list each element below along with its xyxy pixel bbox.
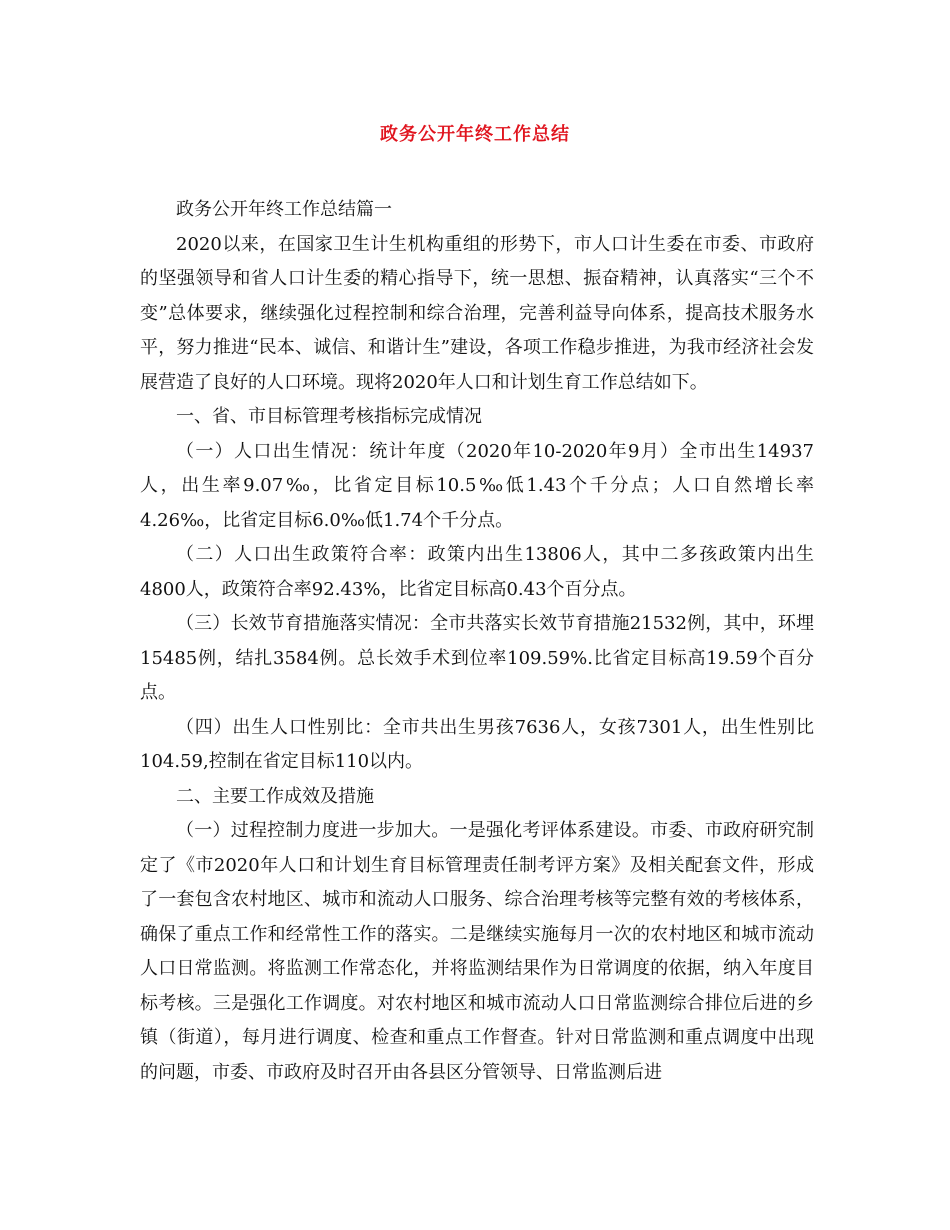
paragraph-process-control: （一）过程控制力度进一步加大。一是强化考评体系建设。市委、市政府研究制定了《市2020年人口和计划生育目标管理责任制考评方案》及相关配套文件，形成了一套包含农村地区、城市和流动人口服务、综合治理考核等完整有效的考核体系，确保了重点工作和经常性工作的落实。二是继续实施每月一次的农村地区和城市流动人口日常监测。将监测工作常态化，并将监测结果作为日常调度的依据，纳入年度目标考核。三是强化工作调度。对农村地区和城市流动人口日常监测综合排位后进的乡镇（街道），每月进行调度、检查和重点工作督查。针对日常监测和重点调度中出现的问题，市委、市政府及时召开由各县区分管领导、日常监测后进 [140,820,814,1083]
section-heading: 一、省、市目标管理考核指标完成情况 [176,406,482,427]
document-body [140,193,814,1090]
paragraph-sex-ratio: （四）出生人口性别比：全市共出生男孩7636人，女孩7301人，出生性别比104.59,控制在省定目标110以内。 [140,716,814,772]
section-heading: 政务公开年终工作总结篇一 [176,199,392,220]
paragraph-policy-compliance: （二）人口出生政策符合率：政策内出生13806人，其中二多孩政策内出生4800人，政策符合率92.43%，比省定目标高0.43个百分点。 [140,544,814,600]
paragraph-birth-status: （一）人口出生情况：统计年度（2020年10-2020年9月）全市出生14937人，出生率9.07‰，比省定目标10.5‰低1.43个千分点；人口自然增长率4.26‰，比省定目标6.0‰低1.74个千分点。 [140,440,814,531]
document-title: 政务公开年终工作总结 [380,124,570,145]
paragraph-contraception: （三）长效节育措施落实情况：全市共落实长效节育措施21532例，其中，环埋15485例，结扎3584例。总长效手术到位率109.59%.比省定目标高19.59个百分点。 [140,613,814,703]
section-heading: 二、主要工作成效及措施 [176,785,374,807]
paragraph-intro: 2020以来，在国家卫生计生机构重组的形势下，市人口计生委在市委、市政府的坚强领导和省人口计生委的精心指导下，统一思想、振奋精神，认真落实“三个不变”总体要求，继续强化过程控制和综合治理，完善利益导向体系，提高技术服务水平，努力推进“民本、诚信、和谐计生”建设，各项工作稳步推进，为我市经济社会发展营造了良好的人口环境。现将2020年人口和计划生育工作总结如下。 [140,233,814,393]
